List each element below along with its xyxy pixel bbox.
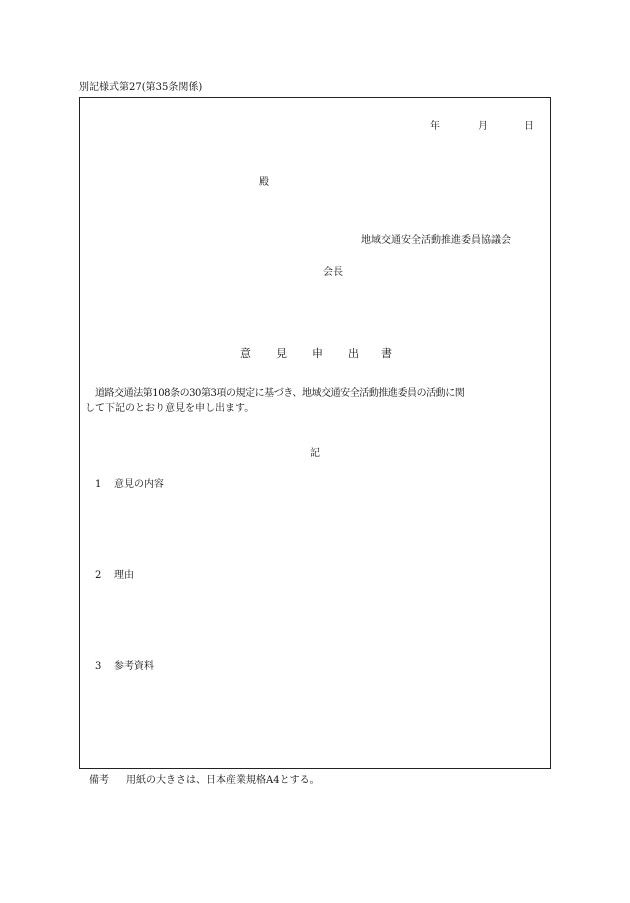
item-number: 1 — [95, 479, 102, 490]
item-number: 2 — [95, 570, 102, 581]
body-text-line-2: して下記のとおり意見を申し出ます。 — [85, 403, 255, 414]
item-label: 理由 — [114, 570, 134, 581]
item-number: 3 — [95, 661, 102, 672]
date-month-label: 月 — [478, 121, 488, 132]
remark-text: 用紙の大きさは、日本産業規格A4とする。 — [126, 775, 320, 786]
addressee-honorific: 殿 — [259, 177, 269, 188]
sender-organization: 地域交通安全活動推進委員協議会 — [361, 235, 511, 246]
item-label: 意見の内容 — [114, 479, 164, 490]
title-char: 出 — [348, 347, 359, 360]
item-label: 参考資料 — [114, 661, 154, 672]
date-year-label: 年 — [430, 121, 440, 132]
title-char: 意 — [240, 347, 251, 360]
title-char: 申 — [312, 347, 323, 360]
sender-position: 会長 — [323, 267, 343, 278]
form-label: 別記様式第27(第35条関係) — [79, 82, 203, 93]
remark-label: 備考 — [89, 775, 109, 786]
title-char: 見 — [276, 347, 287, 360]
date-day-label: 日 — [524, 121, 534, 132]
ki-label: 記 — [310, 448, 320, 459]
title-char: 書 — [381, 347, 392, 360]
body-text-line-1: 道路交通法第108条の30第3項の規定に基づき、地域交通安全活動推進委員の活動に関 — [95, 388, 465, 399]
